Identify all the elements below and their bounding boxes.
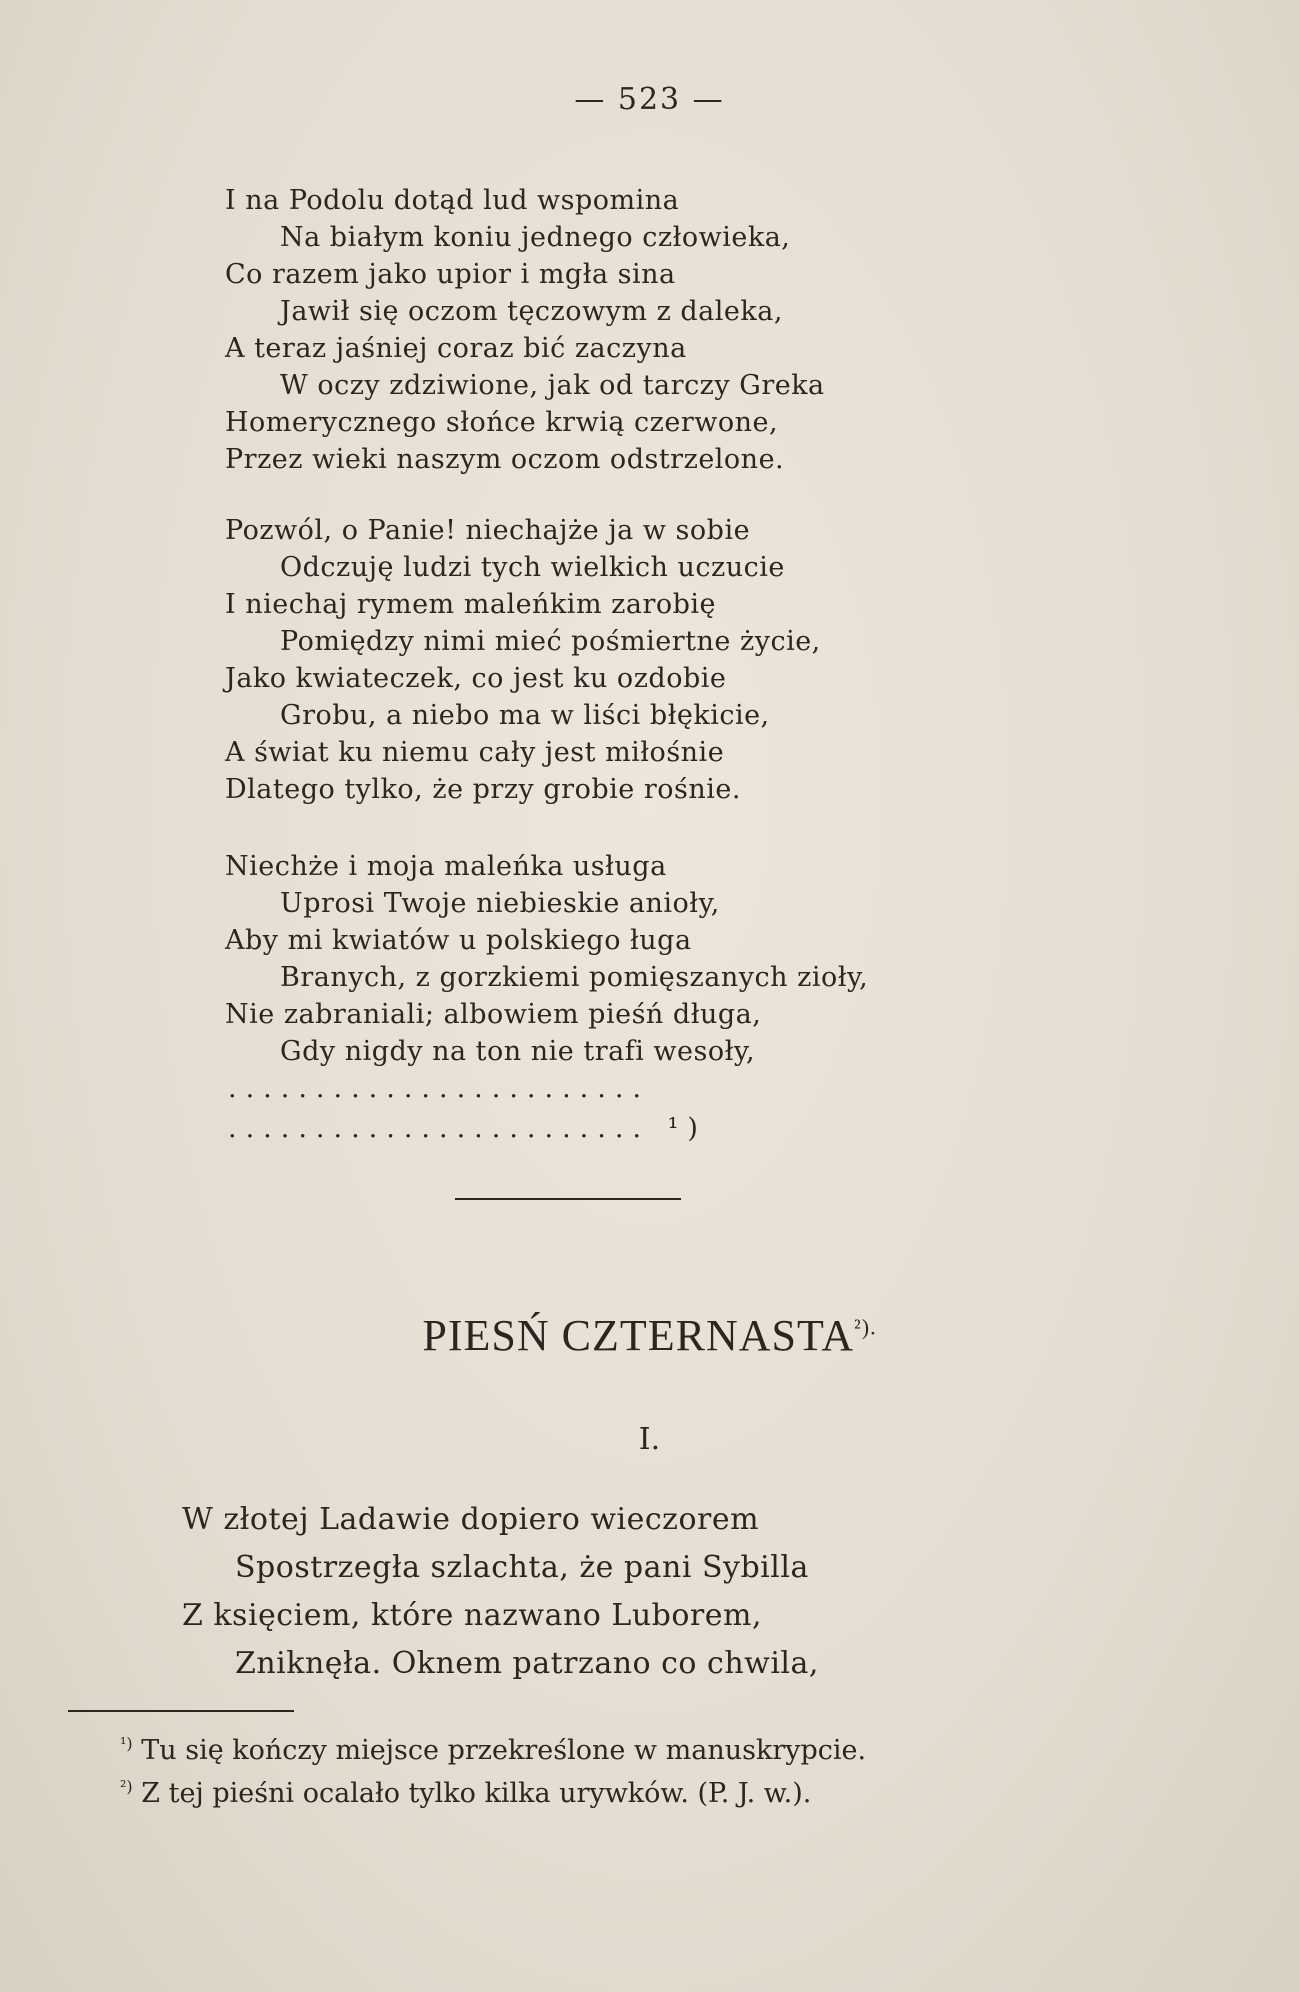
verse-line: Grobu, a niebo ma w liści błękicie, bbox=[280, 700, 770, 731]
footnote-divider bbox=[68, 1710, 294, 1712]
verse-line: Na białym koniu jednego człowieka, bbox=[280, 222, 791, 253]
footnote bbox=[120, 1769, 1220, 1812]
stanza-4 bbox=[182, 1496, 1182, 1688]
section-title bbox=[0, 1310, 1299, 1361]
verse-line: A teraz jaśniej coraz bić zaczyna bbox=[225, 333, 687, 364]
verse-line: Uprosi Twoje niebieskie anioły, bbox=[280, 888, 720, 919]
footnote-text: Z tej pieśni ocalało tylko kilka urywków. (P. J. w.). bbox=[141, 1778, 812, 1809]
footnote bbox=[120, 1726, 1220, 1769]
verse-line: Przez wieki naszym oczom odstrzelone. bbox=[225, 444, 785, 475]
verse-line: A świat ku niemu cały jest miłośnie bbox=[225, 737, 725, 768]
footnote-text: Tu się kończy miejsce przekreślone w manuskrypcie. bbox=[141, 1735, 867, 1766]
verse-line: Pomiędzy nimi mieć pośmiertne życie, bbox=[280, 626, 821, 657]
verse-line: Niechże i moja maleńka usługa bbox=[225, 851, 667, 882]
section-title-note: ²). bbox=[854, 1314, 877, 1340]
verse-line: Odczuję ludzi tych wielkich uczucie bbox=[280, 552, 785, 583]
verse-line: I na Podolu dotąd lud wspomina bbox=[225, 185, 680, 216]
stanza-2 bbox=[225, 512, 1225, 808]
verse-line: Co razem jako upior i mgła sina bbox=[225, 259, 676, 290]
verse-line: Jawił się oczom tęczowym z daleka, bbox=[280, 296, 783, 327]
verse-line: W oczy zdziwione, jak od tarczy Greka bbox=[280, 370, 825, 401]
section-divider bbox=[455, 1198, 681, 1200]
footnote-mark: ¹) bbox=[120, 1734, 133, 1753]
verse-line: Jako kwiateczek, co jest ku ozdobie bbox=[225, 663, 727, 694]
section-title-text: PIESŃ CZTERNASTA bbox=[422, 1311, 855, 1360]
part-number: I. bbox=[638, 1422, 661, 1457]
verse-line: Aby mi kwiatów u polskiego ługa bbox=[225, 925, 692, 956]
verse-line: Pozwól, o Panie! niechajże ja w sobie bbox=[225, 515, 751, 546]
verse-line: Homerycznego słońce krwią czerwone, bbox=[225, 407, 779, 438]
footnotes bbox=[120, 1726, 1220, 1812]
verse-line: Branych, z gorzkiemi pomięszanych zioły, bbox=[280, 962, 869, 993]
verse-line: Zniknęła. Oknem patrzano co chwila, bbox=[235, 1646, 819, 1681]
stanza-1 bbox=[225, 182, 1225, 478]
stanza-3 bbox=[225, 848, 1225, 1070]
verse-line: Nie zabraniali; albowiem pieśń długa, bbox=[225, 999, 762, 1030]
verse-line: Gdy nigdy na ton nie trafi wesoły, bbox=[280, 1036, 756, 1067]
verse-line: W złotej Ladawie dopiero wieczorem bbox=[182, 1502, 760, 1537]
footnote-mark: ²) bbox=[120, 1777, 133, 1796]
verse-line: I niechaj rymem maleńkim zarobię bbox=[225, 589, 717, 620]
verse-line: Z księciem, które nazwano Luborem, bbox=[182, 1598, 762, 1633]
page-number: — 523 — bbox=[574, 82, 725, 117]
verse-line: Spostrzegła szlachta, że pani Sybilla bbox=[235, 1550, 809, 1585]
ellipsis-line: ........................ bbox=[228, 1073, 650, 1104]
verse-line: Dlatego tylko, że przy grobie rośnie. bbox=[225, 774, 741, 805]
ellipsis-line: ........................ ¹) bbox=[228, 1113, 707, 1144]
